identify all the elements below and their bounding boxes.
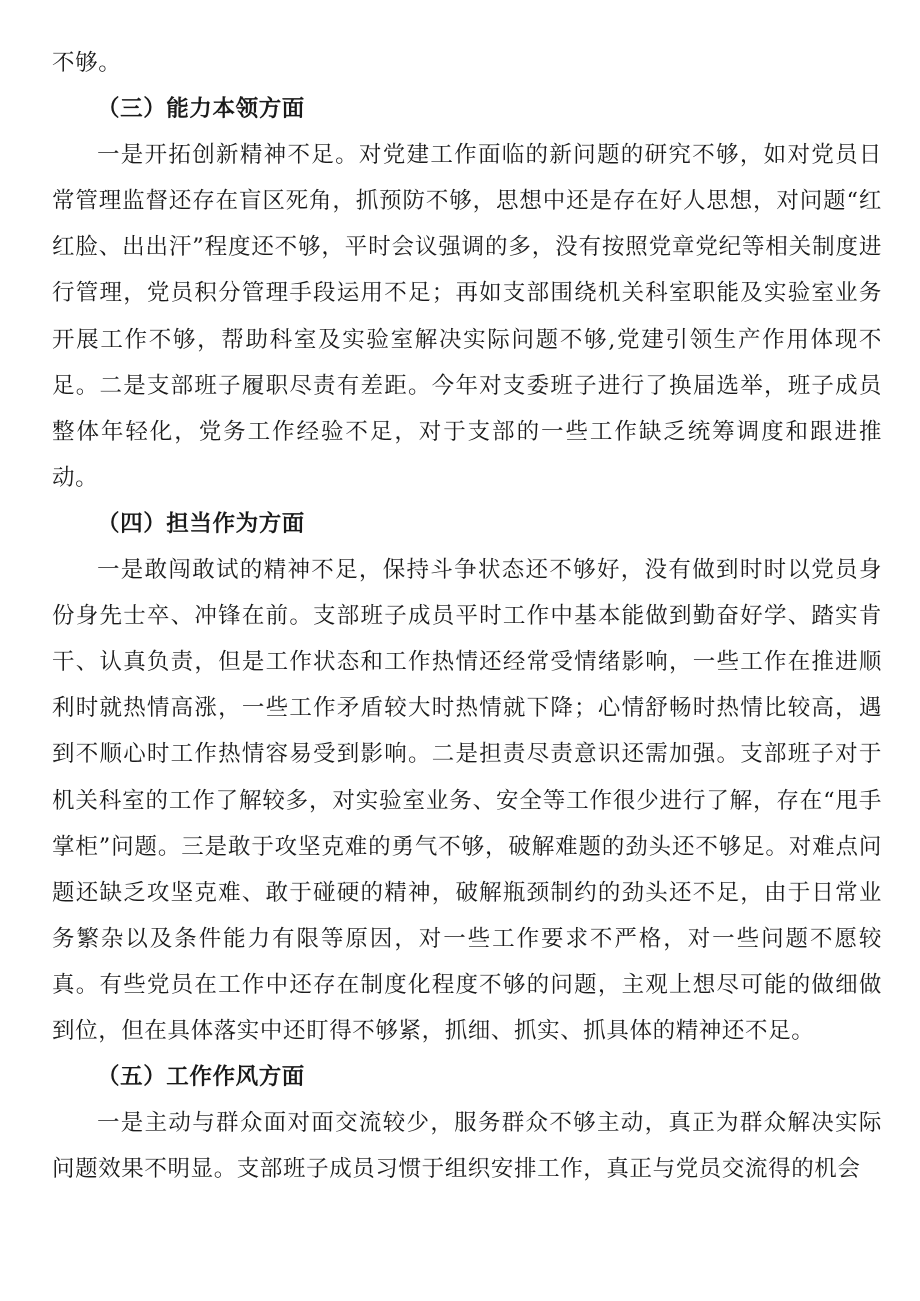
section-heading-work-style: （五）工作作风方面 <box>97 1064 305 1091</box>
section-heading-responsibility: （四）担当作为方面 <box>97 510 305 537</box>
section-heading-ability: （三）能力本领方面 <box>97 96 305 123</box>
section-paragraph-ability: 一是开拓创新精神不足。对党建工作面临的新问题的研究不够，如对党员日常管理监督还存在盲区死角，抓预防不够，思想中还是存在好人思想，对问题“红红脸、出出汗”程度还不够，平时会议强调的多，没有按照党章党纪等相关制度进行管理，党员积分管理手段运用不足；再如支部围绕机关科室职能及实验室业务开展工作不够，帮助科室及实验室解决实际问题不够,党建引领生产作用体现不足。二是支部班子履职尽责有差距。今年对支委班子进行了换届选举，班子成员整体年轻化，党务工作经验不足，对于支部的一些工作缺乏统筹调度和跟进推动。 <box>52 142 882 491</box>
section-paragraph-responsibility: 一是敢闯敢试的精神不足，保持斗争状态还不够好，没有做到时时以党员身份身先士卒、冲锋在前。支部班子成员平时工作中基本能做到勤奋好学、踏实肯干、认真负责，但是工作状态和工作热情还经常受情绪影响，一些工作在推进顺利时就热情高涨，一些工作矛盾较大时热情就下降；心情舒畅时热情比较高，遇到不顺心时工作热情容易受到影响。二是担责尽责意识还需加强。支部班子对于机关科室的工作了解较多，对实验室业务、安全等工作很少进行了解，存在“甩手掌柜”问题。三是敢于攻坚克难的勇气不够，破解难题的劲头还不够足。对难点问题还缺乏攻坚克难、敢于碰硬的精神，破解瓶颈制约的劲头还不足，由于日常业务繁杂以及条件能力有限等原因，对一些工作要求不严格，对一些问题不愿较真。有些党员在工作中还存在制度化程度不够的问题，主观上想尽可能的做细做到位，但在具体落实中还盯得不够紧，抓细、抓实、抓具体的精神还不足。 <box>52 557 882 1044</box>
section-paragraph-work-style: 一是主动与群众面对面交流较少，服务群众不够主动，真正为群众解决实际问题效果不明显。支部班子成员习惯于组织安排工作，真正与党员交流得的机会 <box>52 1110 882 1183</box>
document-body <box>52 40 882 1192</box>
opening-fragment: 不够。 <box>52 50 122 76</box>
